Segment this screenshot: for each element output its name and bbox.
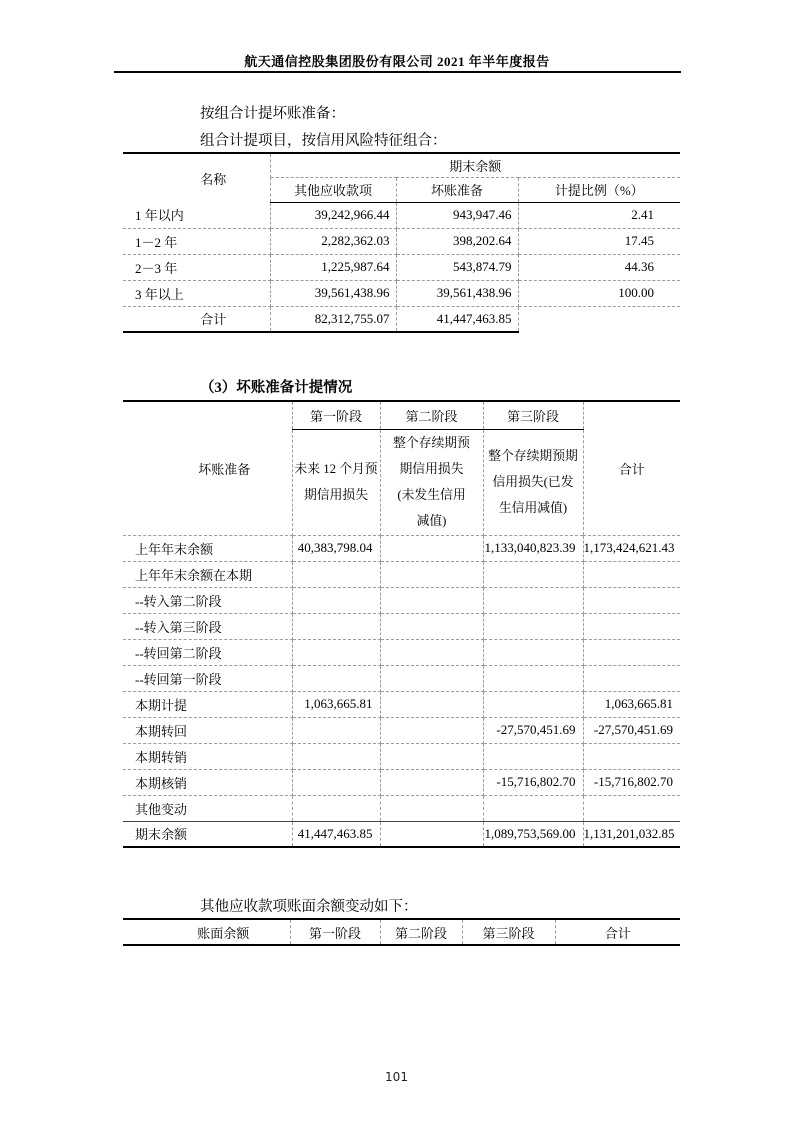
header-other-receivables: 其他应收款项 [270, 177, 396, 202]
header-stage-2: 第二阶段 [380, 919, 462, 945]
table-cell: 41,447,463.85 [396, 306, 518, 332]
table-cell [380, 613, 483, 639]
table-cell [518, 306, 680, 332]
row-label: 3 年以上 [123, 280, 270, 306]
row-label: 本期转回 [123, 717, 292, 743]
row-label: 本期计提 [123, 691, 292, 717]
table-cell: 100.00 [518, 280, 680, 306]
table-cell: 1,063,665.81 [583, 691, 680, 717]
provision-stages-table [123, 400, 680, 848]
table-cell [380, 717, 483, 743]
table-cell: 1,063,665.81 [292, 691, 380, 717]
header-line: 期信用损失 [304, 488, 368, 502]
table-cell: 943,947.46 [396, 202, 518, 228]
header-stage-3-description [483, 429, 583, 535]
table-row [123, 743, 680, 769]
header-line: 未来 12 个月预 [294, 462, 378, 476]
header-provision-ratio: 计提比例（%） [518, 177, 680, 202]
row-label: 本期核销 [123, 769, 292, 795]
table-row [123, 821, 680, 847]
paragraph-balance-change-intro: 其他应收款项账面余额变动如下： [200, 899, 418, 915]
header-total: 合计 [555, 919, 680, 945]
header-line: 期信用损失 [399, 462, 464, 476]
table-cell [292, 561, 380, 587]
balance-table-header-row [123, 919, 680, 945]
table-cell: 1,225,987.64 [270, 254, 396, 280]
table-cell: 82,312,755.07 [270, 306, 396, 332]
table-cell [483, 795, 583, 821]
table-cell: 2.41 [518, 202, 680, 228]
table-cell [483, 587, 583, 613]
header-stage-1-description [292, 429, 380, 535]
table-cell [380, 665, 483, 691]
table-cell [583, 613, 680, 639]
header-line: 信用损失(已发 [492, 475, 574, 489]
row-label: --转入第三阶段 [123, 613, 292, 639]
table-cell: 1,131,201,032.85 [583, 821, 680, 847]
table-cell: 44.36 [518, 254, 680, 280]
table-row [123, 613, 680, 639]
total-label: 合计 [123, 306, 270, 332]
table-cell [380, 535, 483, 561]
table-cell: 543,874.79 [396, 254, 518, 280]
table-cell [292, 613, 380, 639]
header-name: 名称 [123, 153, 270, 202]
header-bad-debt-provision: 坏账准备 [396, 177, 518, 202]
row-label: 1 年以内 [123, 202, 270, 228]
header-divider [114, 71, 681, 73]
header-total: 合计 [583, 401, 680, 535]
table-cell [292, 665, 380, 691]
row-label: 其他变动 [123, 795, 292, 821]
table-cell: 40,383,798.04 [292, 535, 380, 561]
table-row [123, 587, 680, 613]
table-cell: 398,202.64 [396, 228, 518, 254]
table-cell: -15,716,802.70 [583, 769, 680, 795]
header-line: 整个存续期预期 [488, 449, 578, 463]
table-cell [292, 587, 380, 613]
table-cell [292, 769, 380, 795]
header-stage-2-description [380, 429, 483, 535]
header-line: 生信用减值) [498, 501, 568, 515]
row-label: 2－3 年 [123, 254, 270, 280]
row-label: 期末余额 [123, 821, 292, 847]
header-stage-3: 第三阶段 [483, 401, 583, 429]
page-number: 101 [385, 1070, 408, 1084]
document-title: 航天通信控股集团股份有限公司 2021 年半年度报告 [244, 54, 550, 69]
table-cell [292, 717, 380, 743]
table-cell [380, 691, 483, 717]
table-cell [483, 639, 583, 665]
aging-table-header-row-1 [123, 153, 680, 177]
row-label: --转回第二阶段 [123, 639, 292, 665]
table-row [123, 535, 680, 561]
table-cell [583, 743, 680, 769]
header-stage-1: 第一阶段 [292, 401, 380, 429]
table-cell: 17.45 [518, 228, 680, 254]
table-row [123, 254, 680, 280]
table-cell [483, 613, 583, 639]
table-cell [583, 639, 680, 665]
table-cell [292, 795, 380, 821]
row-label: 1－2 年 [123, 228, 270, 254]
section-title-provision-status: （3）坏账准备计提情况 [200, 380, 353, 396]
table-row [123, 202, 680, 228]
provision-header-row-1 [123, 401, 680, 429]
balance-change-table [123, 918, 680, 946]
table-row [123, 795, 680, 821]
table-row [123, 665, 680, 691]
table-cell [380, 561, 483, 587]
table-cell [583, 795, 680, 821]
table-row [123, 717, 680, 743]
header-line: (未发生信用 [397, 488, 466, 502]
table-cell [380, 769, 483, 795]
table-cell [380, 587, 483, 613]
table-cell [583, 561, 680, 587]
table-cell: 39,561,438.96 [396, 280, 518, 306]
header-stage-3: 第三阶段 [462, 919, 555, 945]
table-cell [483, 743, 583, 769]
table-cell [483, 665, 583, 691]
table-cell [380, 743, 483, 769]
table-row [123, 639, 680, 665]
header-line: 整个存续期预 [393, 436, 470, 450]
table-cell [583, 587, 680, 613]
row-label: 上年年末余额在本期 [123, 561, 292, 587]
total-row [123, 306, 680, 332]
table-cell: -27,570,451.69 [583, 717, 680, 743]
paragraph-provision-by-group: 按组合计提坏账准备： [200, 106, 345, 122]
table-cell [292, 639, 380, 665]
aging-provision-table [123, 152, 680, 333]
table-cell: 1,133,040,823.39 [483, 535, 583, 561]
table-cell: -27,570,451.69 [483, 717, 583, 743]
table-cell [583, 665, 680, 691]
table-cell [483, 691, 583, 717]
header-bad-debt-provision: 坏账准备 [123, 401, 292, 535]
table-cell: 1,089,753,569.00 [483, 821, 583, 847]
row-label: 上年年末余额 [123, 535, 292, 561]
table-cell: 41,447,463.85 [292, 821, 380, 847]
header-period-end-balance: 期末余额 [270, 153, 680, 177]
header-line: 减值) [416, 514, 447, 528]
row-label: 本期转销 [123, 743, 292, 769]
table-row [123, 228, 680, 254]
table-cell [380, 639, 483, 665]
table-row [123, 691, 680, 717]
row-label: --转回第一阶段 [123, 665, 292, 691]
table-cell: 1,173,424,621.43 [583, 535, 680, 561]
header-book-balance: 账面余额 [123, 919, 290, 945]
table-cell [292, 743, 380, 769]
table-cell: -15,716,802.70 [483, 769, 583, 795]
table-cell [380, 821, 483, 847]
table-cell: 39,242,966.44 [270, 202, 396, 228]
header-stage-1: 第一阶段 [290, 919, 380, 945]
table-cell [483, 561, 583, 587]
table-row [123, 561, 680, 587]
row-label: --转入第二阶段 [123, 587, 292, 613]
table-row [123, 280, 680, 306]
header-stage-2: 第二阶段 [380, 401, 483, 429]
table-cell: 2,282,362.03 [270, 228, 396, 254]
table-cell: 39,561,438.96 [270, 280, 396, 306]
table-row [123, 769, 680, 795]
table-cell [380, 795, 483, 821]
paragraph-group-criteria: 组合计提项目，按信用风险特征组合： [200, 133, 447, 149]
